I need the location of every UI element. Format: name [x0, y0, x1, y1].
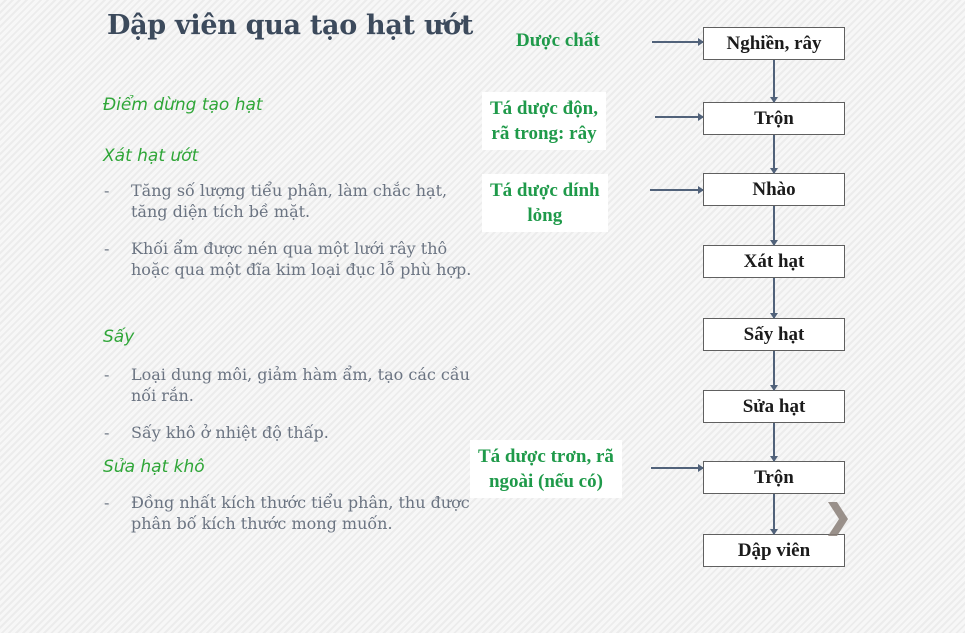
chevron-right-icon [826, 500, 850, 538]
flow-step-milling-sieving: Nghiền, rây [703, 27, 845, 60]
bullet-marker: - [104, 239, 110, 258]
arrow-down-icon [773, 351, 775, 390]
input-label-filler-disintegrant: Tá dược độn, rã trong: rây [482, 92, 606, 150]
flow-step-kneading: Nhào [703, 173, 845, 206]
arrow-down-icon [773, 423, 775, 461]
arrow-right-icon [650, 189, 703, 191]
arrow-right-icon [655, 116, 703, 118]
flow-step-final-mixing: Trộn [703, 461, 845, 494]
arrow-down-icon [773, 278, 775, 318]
bullet-text: Loại dung môi, giảm hàm ẩm, tạo các cầu nối rắn. [131, 365, 470, 405]
bullet-marker: - [104, 423, 110, 442]
bullet-text: Tăng số lượng tiểu phân, làm chắc hạt, tăng diện tích bề mặt. [131, 181, 448, 221]
flow-step-dry-sizing: Sửa hạt [703, 390, 845, 423]
slide-title: Dập viên qua tạo hạt ướt [107, 10, 474, 41]
stop-heading: Điểm dừng tạo hạt [103, 95, 263, 115]
bullet-text: Khối ẩm được nén qua một lưới rây thô hoặc qua một đĩa kim loại đục lỗ phù hợp. [131, 239, 472, 279]
flow-step-drying: Sấy hạt [703, 318, 845, 351]
bullet-item [104, 364, 481, 406]
bullet-item [104, 180, 481, 222]
bullet-item [104, 492, 481, 534]
section-heading-dry-sizing: Sửa hạt khô [103, 457, 205, 477]
bullet-text: Đồng nhất kích thước tiểu phân, thu được phân bố kích thước mong muốn. [131, 493, 470, 533]
input-label-liquid-binder: Tá dược dính lỏng [482, 174, 608, 232]
section-heading-drying: Sấy [103, 327, 135, 347]
flow-step-tableting: Dập viên [703, 534, 845, 567]
section-heading-wet-granulation: Xát hạt ướt [103, 146, 199, 166]
arrow-right-icon [652, 41, 703, 43]
bullet-item [104, 238, 481, 280]
arrow-down-icon [773, 60, 775, 102]
arrow-down-icon [773, 206, 775, 245]
bullet-text: Sấy khô ở nhiệt độ thấp. [131, 423, 329, 442]
bullet-marker: - [104, 365, 110, 384]
arrow-down-icon [773, 135, 775, 173]
flow-step-mixing: Trộn [703, 102, 845, 135]
input-label-drug-substance: Dược chất [516, 30, 600, 51]
bullet-marker: - [104, 493, 110, 512]
arrow-right-icon [651, 467, 703, 469]
arrow-down-icon [773, 494, 775, 534]
bullet-item [104, 422, 481, 443]
input-label-lubricant-disintegrant: Tá dược trơn, rã ngoài (nếu có) [470, 440, 622, 498]
flow-step-wet-screening: Xát hạt [703, 245, 845, 278]
bullet-marker: - [104, 181, 110, 200]
next-slide-button[interactable] [826, 500, 850, 538]
